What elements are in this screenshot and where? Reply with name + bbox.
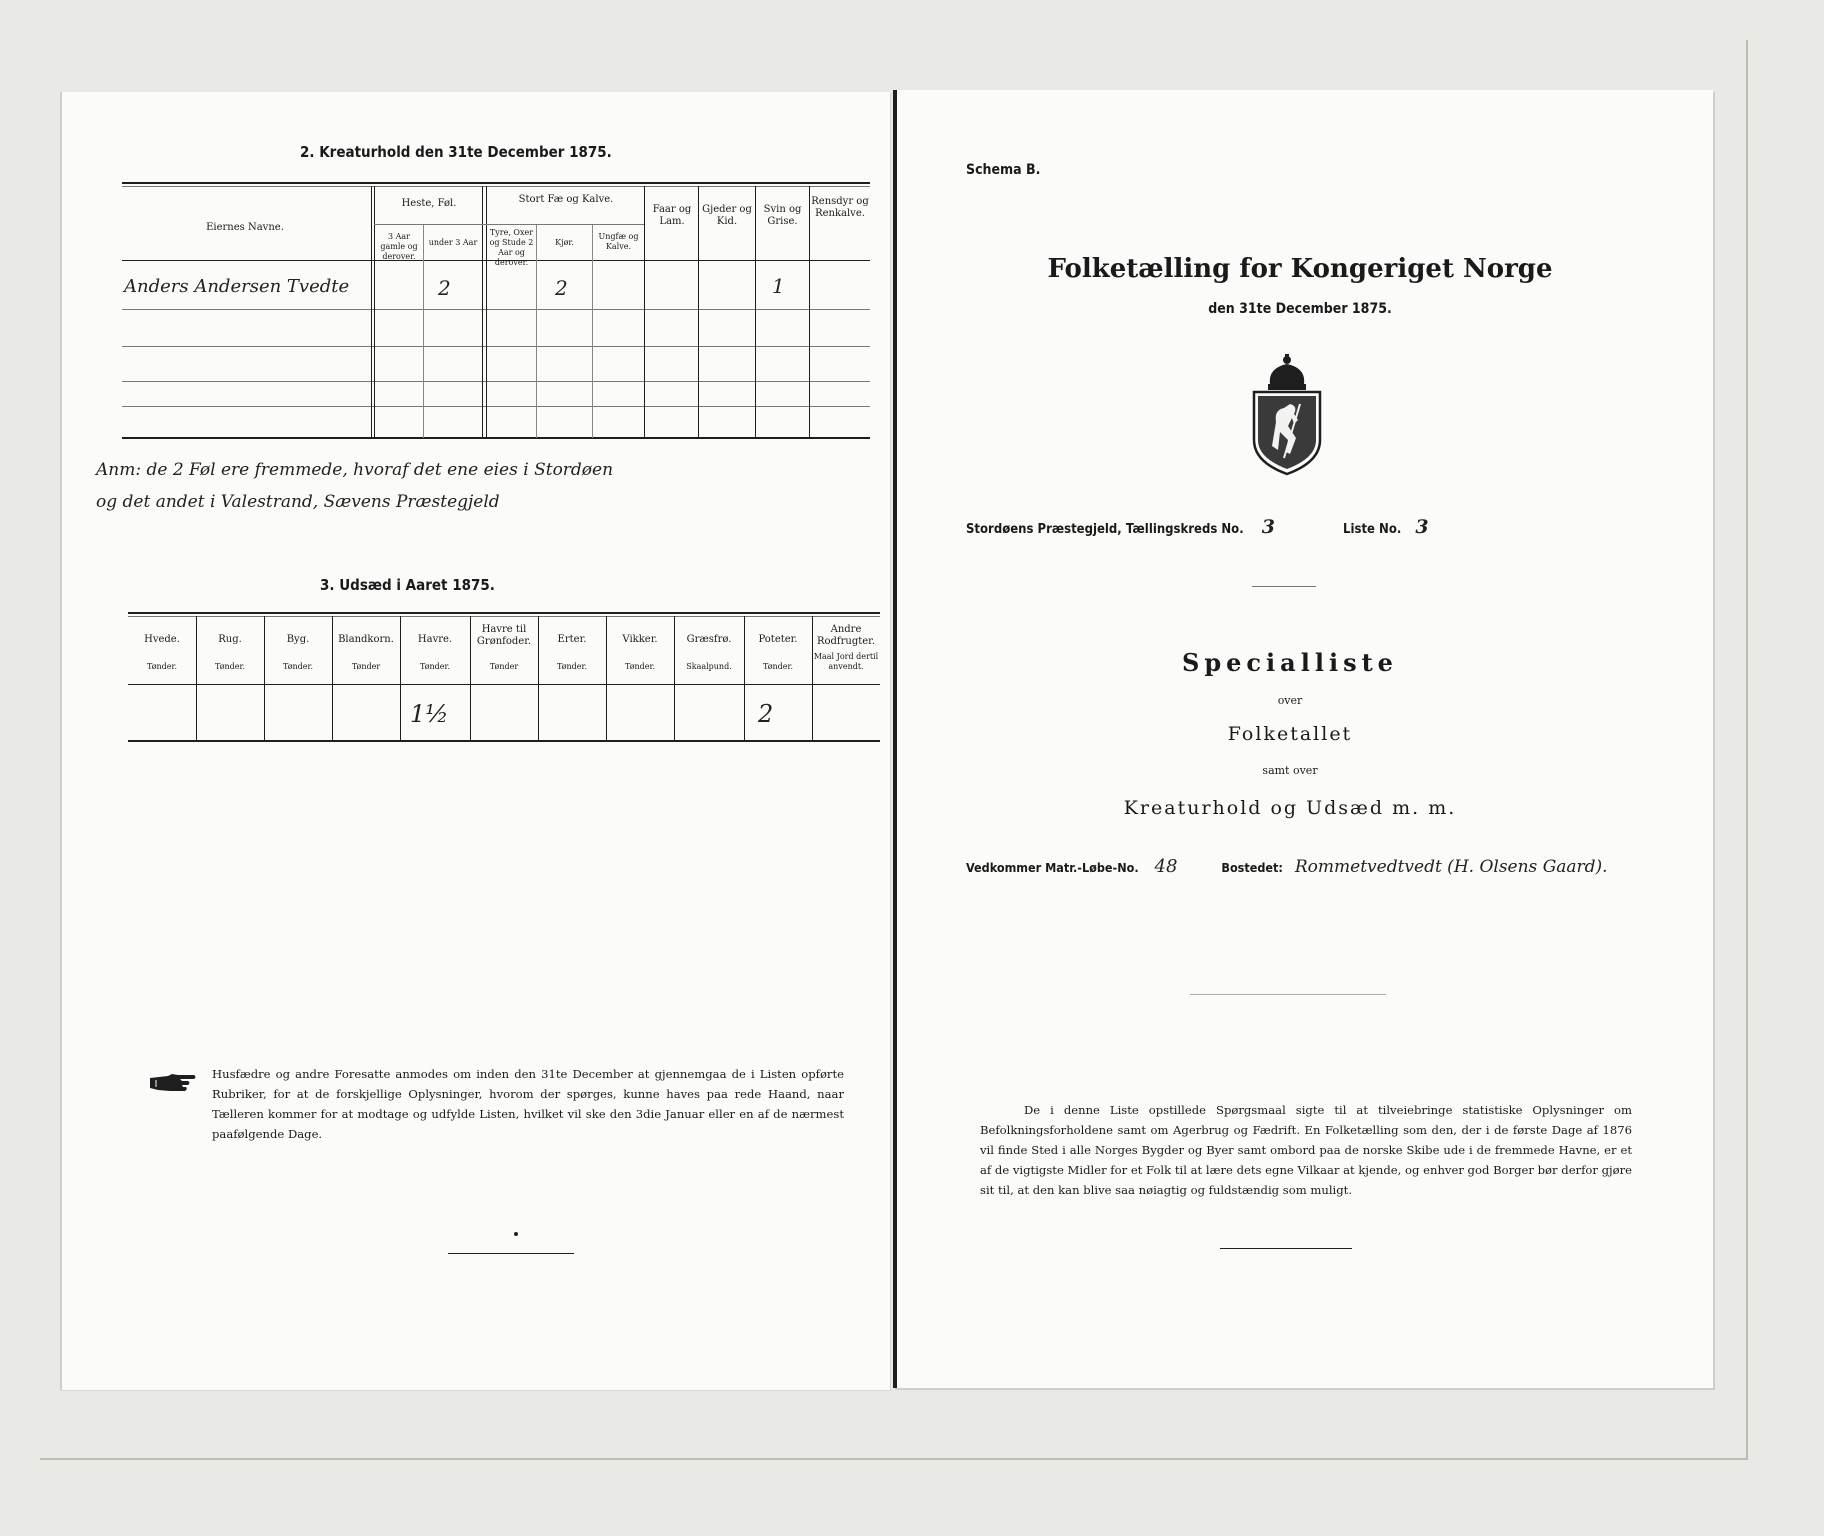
t3-header-unit: Tønder. [762, 662, 794, 671]
t2-pigs: 1 [772, 274, 785, 298]
left-end-rule [448, 1253, 574, 1254]
t2-header-horses-a: 3 Aar gamle og derover. [380, 232, 418, 261]
t3-header-name: Græsfrø. [686, 634, 732, 645]
t3-header-unit: Tønder [489, 662, 519, 671]
t2-top-rule-2 [122, 186, 870, 187]
t3-header-unit: Tønder. [146, 662, 178, 671]
t3-header-unit: Tønder. [556, 662, 588, 671]
t3-header-unit: Tønder. [624, 662, 656, 671]
t3-header-name: Havre. [417, 634, 453, 645]
t2-header-cattle-a: Tyre, Oxer og Stude 2 Aar og derover. [489, 228, 534, 267]
info-paragraph: De i denne Liste opstillede Spørgsmaal sigte til at tilveiebringe statistiske Oplysninger om Befolkningsforholdene samt om Agerbrug og Fædrift. En Folketælling som den, der i de første Dage af 1876 vil finde Sted i alle Norges Bygder og Byer samt ombord paa de norske Skibe ude i de fremmede Havne, er et af de vigtigste Midler for et Folk til at lære dets egne Vilkaar at kjende, og enhver god Borger bør derfor gjøre sit til, at den kan blive saa nøiagtig og fuldstændig som muligt. [980, 1103, 1632, 1197]
kreaturhold-line: Kreaturhold og Udsæd m. m. [1123, 797, 1457, 819]
t3-top-rule-2 [128, 616, 880, 617]
t2-cows: 2 [555, 276, 568, 300]
over-1: over [1277, 694, 1303, 707]
samt-over: samt over [1262, 764, 1318, 777]
section2-title: 2. Kreaturhold den 31te December 1875. [300, 143, 612, 161]
t3-header-unit: Tønder. [214, 662, 246, 671]
t2-header-sheep: Faar og Lam. [652, 204, 692, 227]
t3-header-unit: Tønder. [282, 662, 314, 671]
parish-no: 3 [1261, 516, 1275, 538]
t3-havre-value: 1½ [410, 700, 449, 728]
t2-row-rule-2 [122, 346, 870, 347]
t2-header-reindeer: Rensdyr og Renkalve. [811, 196, 869, 219]
coat-of-arms-icon [1248, 354, 1326, 476]
t2-header-horses-b: under 3 Aar [428, 238, 478, 247]
note-line-2: og det andet i Valestrand, Sævens Præstegjeld [96, 492, 500, 512]
matr-label: Vedkommer Matr.-Løbe-No. [966, 860, 1139, 875]
t2-row-rule-4 [122, 406, 870, 407]
t3-header-unit: Tønder [351, 662, 381, 671]
t3-header-name: Havre til Grønfoder. [476, 624, 532, 647]
t3-header-unit: Maal Jord dertil anvendt. [813, 652, 879, 671]
t2-owner-name: Anders Andersen Tvedte [124, 276, 350, 297]
bosted-label: Bostedet: [1221, 860, 1283, 875]
t3-header-name: Andre Rodfrugter. [816, 624, 876, 647]
t2-header-horses: Heste, Føl. [401, 198, 457, 209]
t2-col-sep [644, 186, 645, 438]
t2-row-rule-3 [122, 381, 870, 382]
main-title: Folketælling for Kongeriget Norge [1047, 254, 1553, 284]
t3-bottom-rule [128, 740, 880, 742]
t2-col-sep [809, 186, 810, 438]
t2-col-sep [592, 224, 593, 438]
divider-long [1190, 994, 1386, 995]
t2-header-goats: Gjeder og Kid. [702, 204, 752, 227]
ink-dot [514, 1232, 518, 1236]
folketallet: Folketallet [1227, 723, 1353, 745]
right-end-rule [1220, 1248, 1352, 1249]
t2-row-rule-1 [122, 309, 870, 310]
main-date: den 31te December 1875. [1208, 301, 1392, 317]
pointing-hand-icon [148, 1072, 198, 1094]
t2-bottom-rule [122, 437, 870, 439]
section3-title: 3. Udsæd i Aaret 1875. [320, 576, 495, 594]
t2-header-cattle-b: Kjør. [555, 238, 574, 247]
t3-header-name: Blandkorn. [338, 634, 394, 645]
t3-header-unit: Skaalpund. [686, 662, 732, 671]
t3-header-unit: Tønder. [419, 662, 451, 671]
t3-header-rule [128, 684, 880, 685]
t3-poteter-value: 2 [758, 700, 774, 728]
divider-short [1252, 586, 1316, 587]
liste-label: Liste No. [1343, 522, 1402, 537]
parish-line [966, 516, 1429, 538]
t2-header-pigs: Svin og Grise. [763, 204, 802, 227]
t2-subheader-rule [374, 224, 644, 225]
notice-text: Husfædre og andre Foresatte anmodes om inden den 31te December at gjennemgaa de i Listen opførte Rubriker, for at de forskjellige Oplysninger, hvorom der spørges, kunne haves paa rede Haand, naar Tælleren kommer for at modtage og udfylde Listen, hvilket vil ske den 3die Januar eller en af de nærmest paafølgende Dage. [212, 1067, 844, 1141]
t2-col-sep [371, 186, 372, 438]
note-line-1: Anm: de 2 Føl ere fremmede, hvoraf det ene eies i Stordøen [96, 460, 614, 480]
t2-col-sep [536, 224, 537, 438]
t3-header-name: Rug. [218, 634, 242, 645]
t2-header-cattle-c: Ungfæ og Kalve. [598, 232, 639, 251]
t3-header-name: Erter. [557, 634, 587, 645]
matr-no: 48 [1154, 856, 1178, 877]
t3-top-rule [128, 612, 880, 614]
liste-no: 3 [1415, 516, 1429, 538]
bosted-value: Rommetvedtvedt (H. Olsens Gaard). [1294, 857, 1608, 877]
t3-header-name: Poteter. [758, 634, 798, 645]
t3-header-name: Hvede. [144, 634, 180, 645]
t3-header-name: Vikker. [622, 634, 658, 645]
t2-top-rule [122, 182, 870, 184]
t3-header-name: Byg. [286, 634, 310, 645]
t2-col-sep [423, 224, 424, 438]
parish-label: Stordøens Præstegjeld, Tællingskreds No. [966, 522, 1244, 537]
t2-horses-under3: 2 [438, 276, 451, 300]
matr-line [966, 856, 1608, 877]
t2-header-owner: Eiernes Navne. [206, 222, 284, 233]
specialliste-heading: Specialliste [1182, 648, 1398, 677]
t2-header-cattle: Stort Fæ og Kalve. [518, 194, 614, 205]
schema-label: Schema B. [966, 162, 1041, 178]
